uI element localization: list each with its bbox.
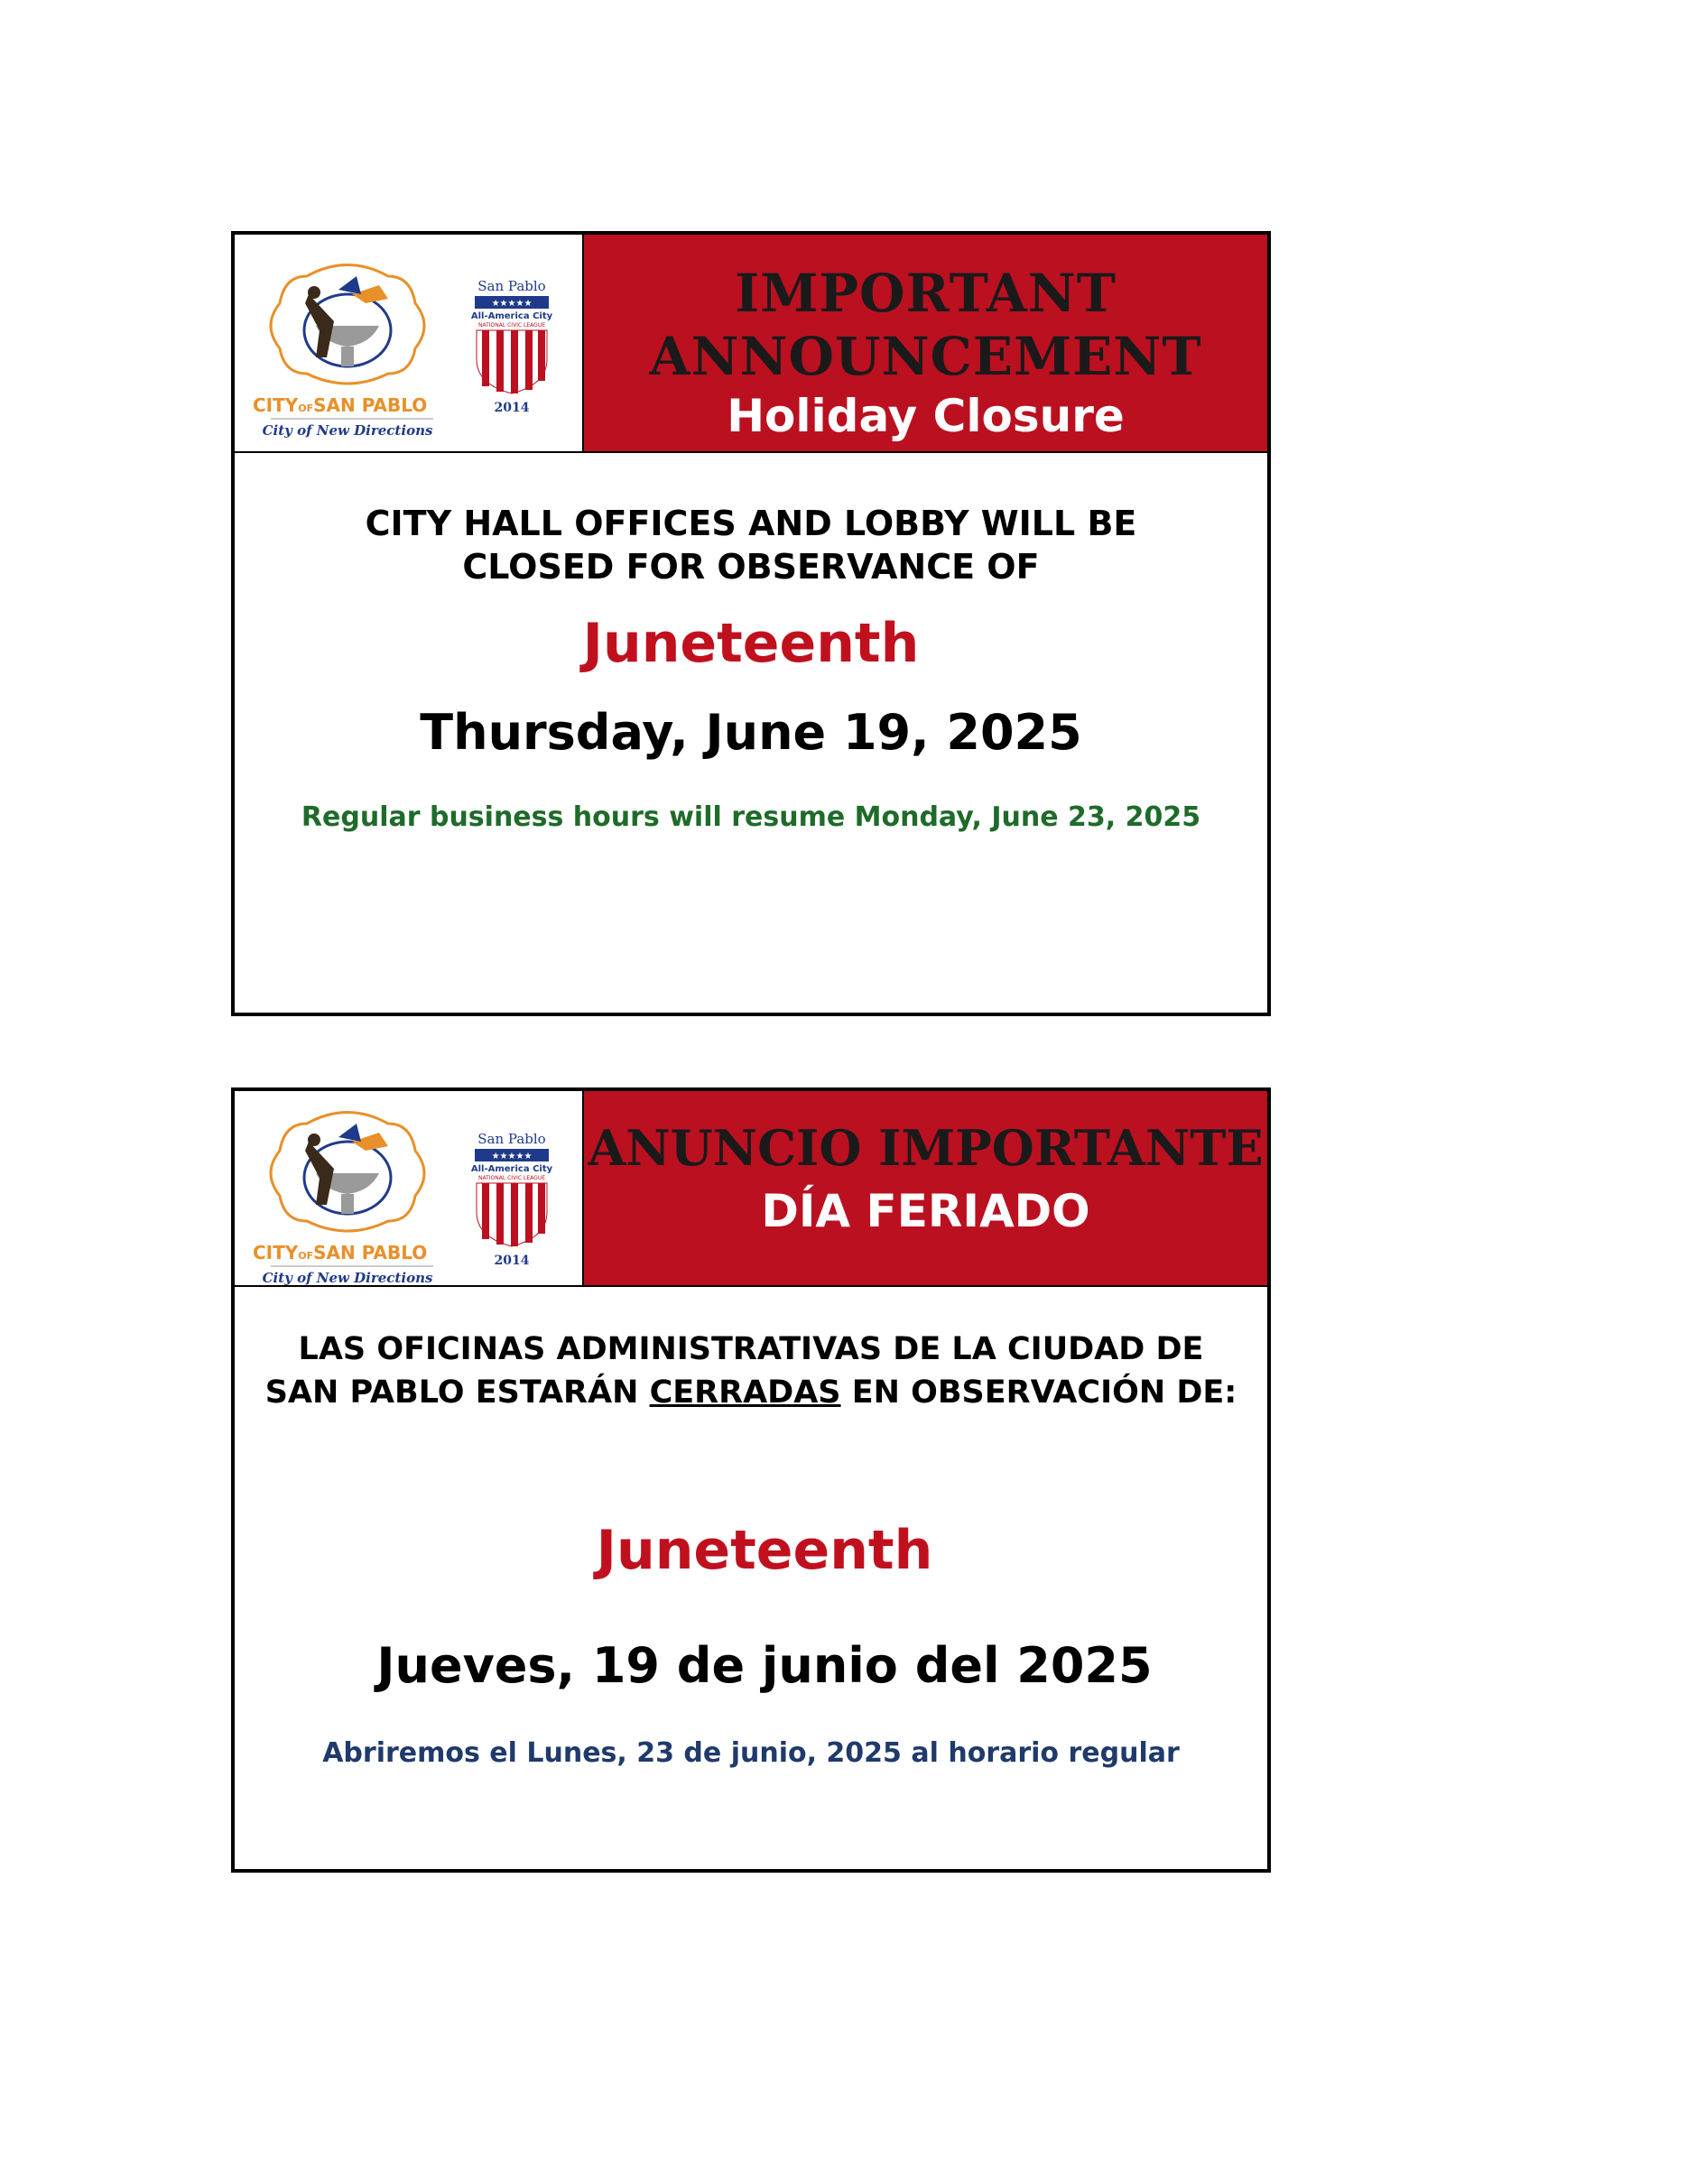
city-of-san-pablo-logo <box>253 258 442 439</box>
lead-line-1: CITY HALL OFFICES AND LOBBY WILL BE <box>365 504 1137 543</box>
holiday-name: Juneteenth <box>596 1519 933 1582</box>
all-america-city-logo <box>471 278 552 413</box>
aac-league-text: NATIONAL CIVIC LEAGUE <box>477 322 546 329</box>
aac-year: 2014 <box>494 1254 530 1266</box>
logo-panel <box>235 235 584 451</box>
lead-line-2 <box>235 1371 1267 1414</box>
resume-note: Abriremos el Lunes, 23 de junio, 2025 al horario regular <box>322 1737 1180 1769</box>
lead-line-2: CLOSED FOR OBSERVANCE OF <box>462 547 1040 587</box>
lead-text <box>235 1328 1267 1414</box>
logo-panel <box>235 1091 584 1285</box>
subtitle: Holiday Closure <box>727 390 1125 442</box>
closure-date: Thursday, June 19, 2025 <box>420 704 1082 761</box>
aac-year: 2014 <box>494 401 530 413</box>
title-panel <box>584 1091 1267 1285</box>
title-line-2: ANNOUNCEMENT <box>649 326 1202 387</box>
english-notice <box>231 231 1271 1016</box>
city-logo-name: CITYOFSAN PABLO <box>253 1242 428 1263</box>
lead-line-1: LAS OFICINAS ADMINISTRATIVAS DE LA CIUDAD DE <box>298 1331 1204 1367</box>
aac-top-text: San Pablo <box>477 278 546 294</box>
spanish-notice <box>231 1087 1271 1873</box>
city-logo-tagline: City of New Directions <box>262 422 433 439</box>
title-line-1: ANUNCIO IMPORTANTE <box>588 1119 1264 1177</box>
city-logo-tagline: City of New Directions <box>262 1270 433 1286</box>
aac-top-text: San Pablo <box>477 1131 546 1147</box>
lead-text <box>235 502 1267 588</box>
title-panel <box>584 235 1267 451</box>
lead-line-2-start: SAN PABLO ESTARÁN <box>264 1374 650 1411</box>
city-of-san-pablo-logo <box>253 1106 442 1286</box>
aac-banner-text: All-America City <box>471 311 552 321</box>
all-america-city-logo <box>471 1131 552 1266</box>
aac-stars: ★★★★★ <box>491 1152 533 1161</box>
closure-date: Jueves, 19 de junio del 2025 <box>376 1637 1153 1694</box>
aac-league-text: NATIONAL CIVIC LEAGUE <box>477 1175 546 1181</box>
aac-banner-text: All-America City <box>471 1164 552 1174</box>
subtitle: DÍA FERIADO <box>761 1185 1090 1237</box>
closed-underlined: CERRADAS <box>649 1374 841 1411</box>
city-logo-name: CITYOFSAN PABLO <box>253 394 428 416</box>
notice-header <box>235 1091 1267 1287</box>
aac-stars: ★★★★★ <box>491 299 533 309</box>
holiday-name: Juneteenth <box>582 612 920 675</box>
title-line-1: IMPORTANT <box>735 263 1117 324</box>
notice-header <box>235 235 1267 453</box>
lead-line-2-end: EN OBSERVACIÓN DE: <box>840 1374 1237 1411</box>
resume-note: Regular business hours will resume Monday, June 23, 2025 <box>301 801 1201 833</box>
